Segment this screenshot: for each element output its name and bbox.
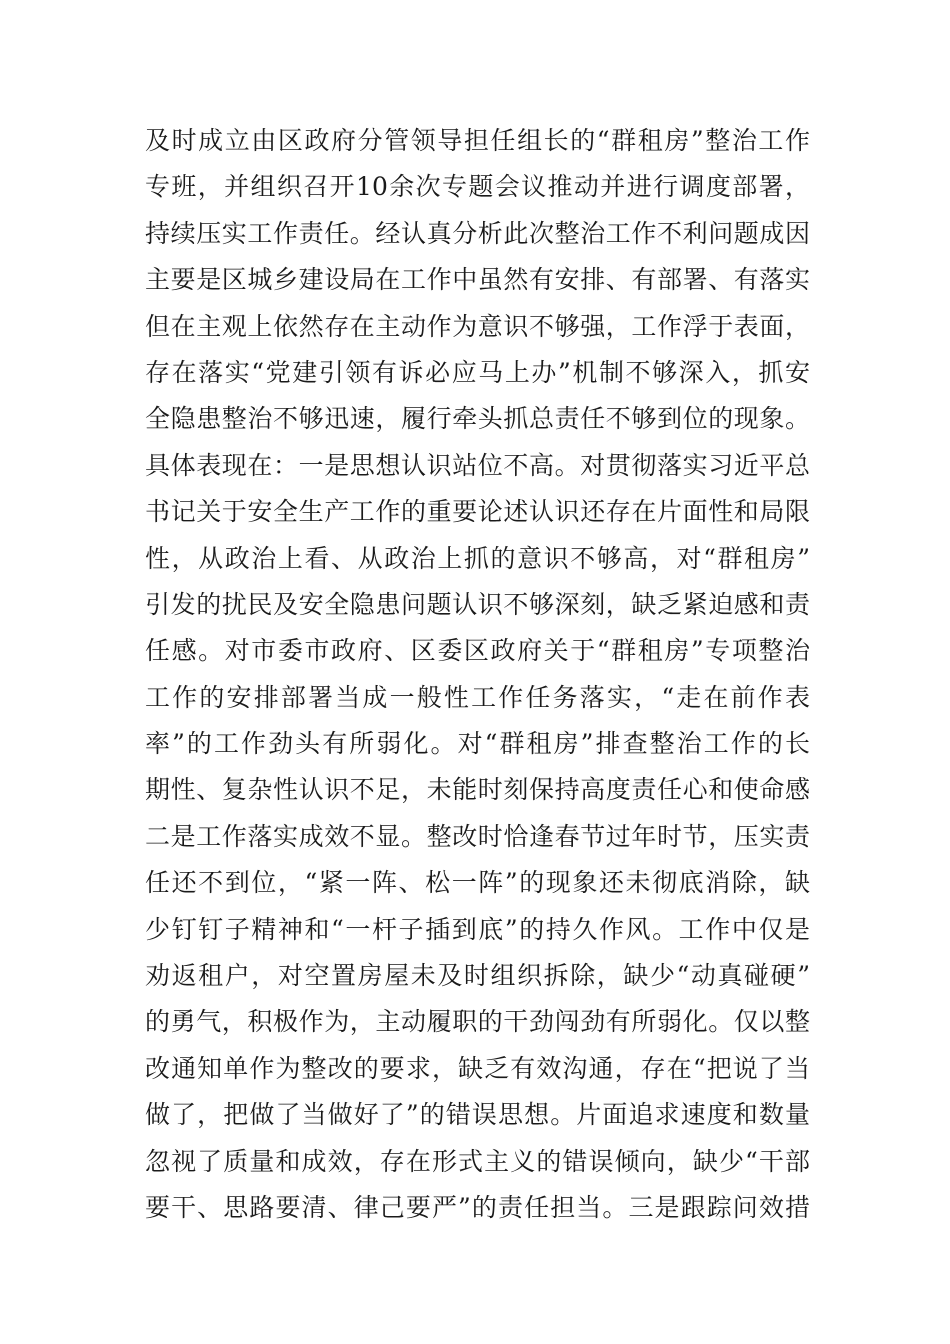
text-line-24: 要干、思路要清、律己要严”的责任担当。三是跟踪问效措 [145, 1192, 810, 1222]
body-text [145, 118, 810, 1231]
text-line-9: 书记关于安全生产工作的重要论述认识还存在片面性和局限 [145, 497, 810, 527]
text-line-10: 性，从政治上看、从政治上抓的意识不够高，对“群租房” [145, 543, 810, 573]
text-line-14: 率”的工作劲头有所弱化。对“群租房”排查整治工作的长 [145, 729, 810, 759]
text-line-3: 持续压实工作责任。经认真分析此次整治工作不利问题成因 [145, 218, 810, 248]
text-line-21: 改通知单作为整改的要求，缺乏有效沟通，存在“把说了当 [145, 1053, 810, 1083]
text-line-12: 任感。对市委市政府、区委区政府关于“群租房”专项整治 [145, 636, 810, 666]
text-line-4: 主要是区城乡建设局在工作中虽然有安排、有部署、有落实 [145, 265, 810, 295]
text-line-17: 任还不到位，“紧一阵、松一阵”的现象还未彻底消除，缺 [145, 868, 810, 898]
text-line-5: 但在主观上依然存在主动作为意识不够强，工作浮于表面， [145, 311, 810, 341]
text-line-19: 劝返租户，对空置房屋未及时组织拆除，缺少“动真碰硬” [145, 961, 810, 991]
text-line-13: 工作的安排部署当成一般性工作任务落实，“走在前作表 [145, 682, 810, 712]
text-line-16: 二是工作落实成效不显。整改时恰逢春节过年时节，压实责 [145, 821, 810, 851]
text-line-11: 引发的扰民及安全隐患问题认识不够深刻，缺乏紧迫感和责 [145, 589, 810, 619]
text-line-22: 做了，把做了当做好了”的错误思想。片面追求速度和数量 [145, 1100, 810, 1130]
text-line-18: 少钉钉子精神和“一杆子插到底”的持久作风。工作中仅是 [145, 914, 810, 944]
text-line-15: 期性、复杂性认识不足，未能时刻保持高度责任心和使命感 [145, 775, 810, 805]
text-line-20: 的勇气，积极作为，主动履职的干劲闯劲有所弱化。仅以整 [145, 1007, 810, 1037]
text-line-8: 具体表现在：一是思想认识站位不高。对贯彻落实习近平总 [145, 450, 810, 480]
text-line-1: 及时成立由区政府分管领导担任组长的“群租房”整治工作 [145, 126, 810, 155]
text-line-23: 忽视了质量和成效，存在形式主义的错误倾向，缺少“干部 [145, 1146, 810, 1176]
text-line-7: 全隐患整治不够迅速，履行牵头抓总责任不够到位的现象。 [145, 404, 810, 434]
text-line-2: 专班，并组织召开10余次专题会议推动并进行调度部署， [145, 172, 810, 202]
text-line-6: 存在落实“党建引领有诉必应马上办”机制不够深入，抓安 [145, 357, 810, 387]
